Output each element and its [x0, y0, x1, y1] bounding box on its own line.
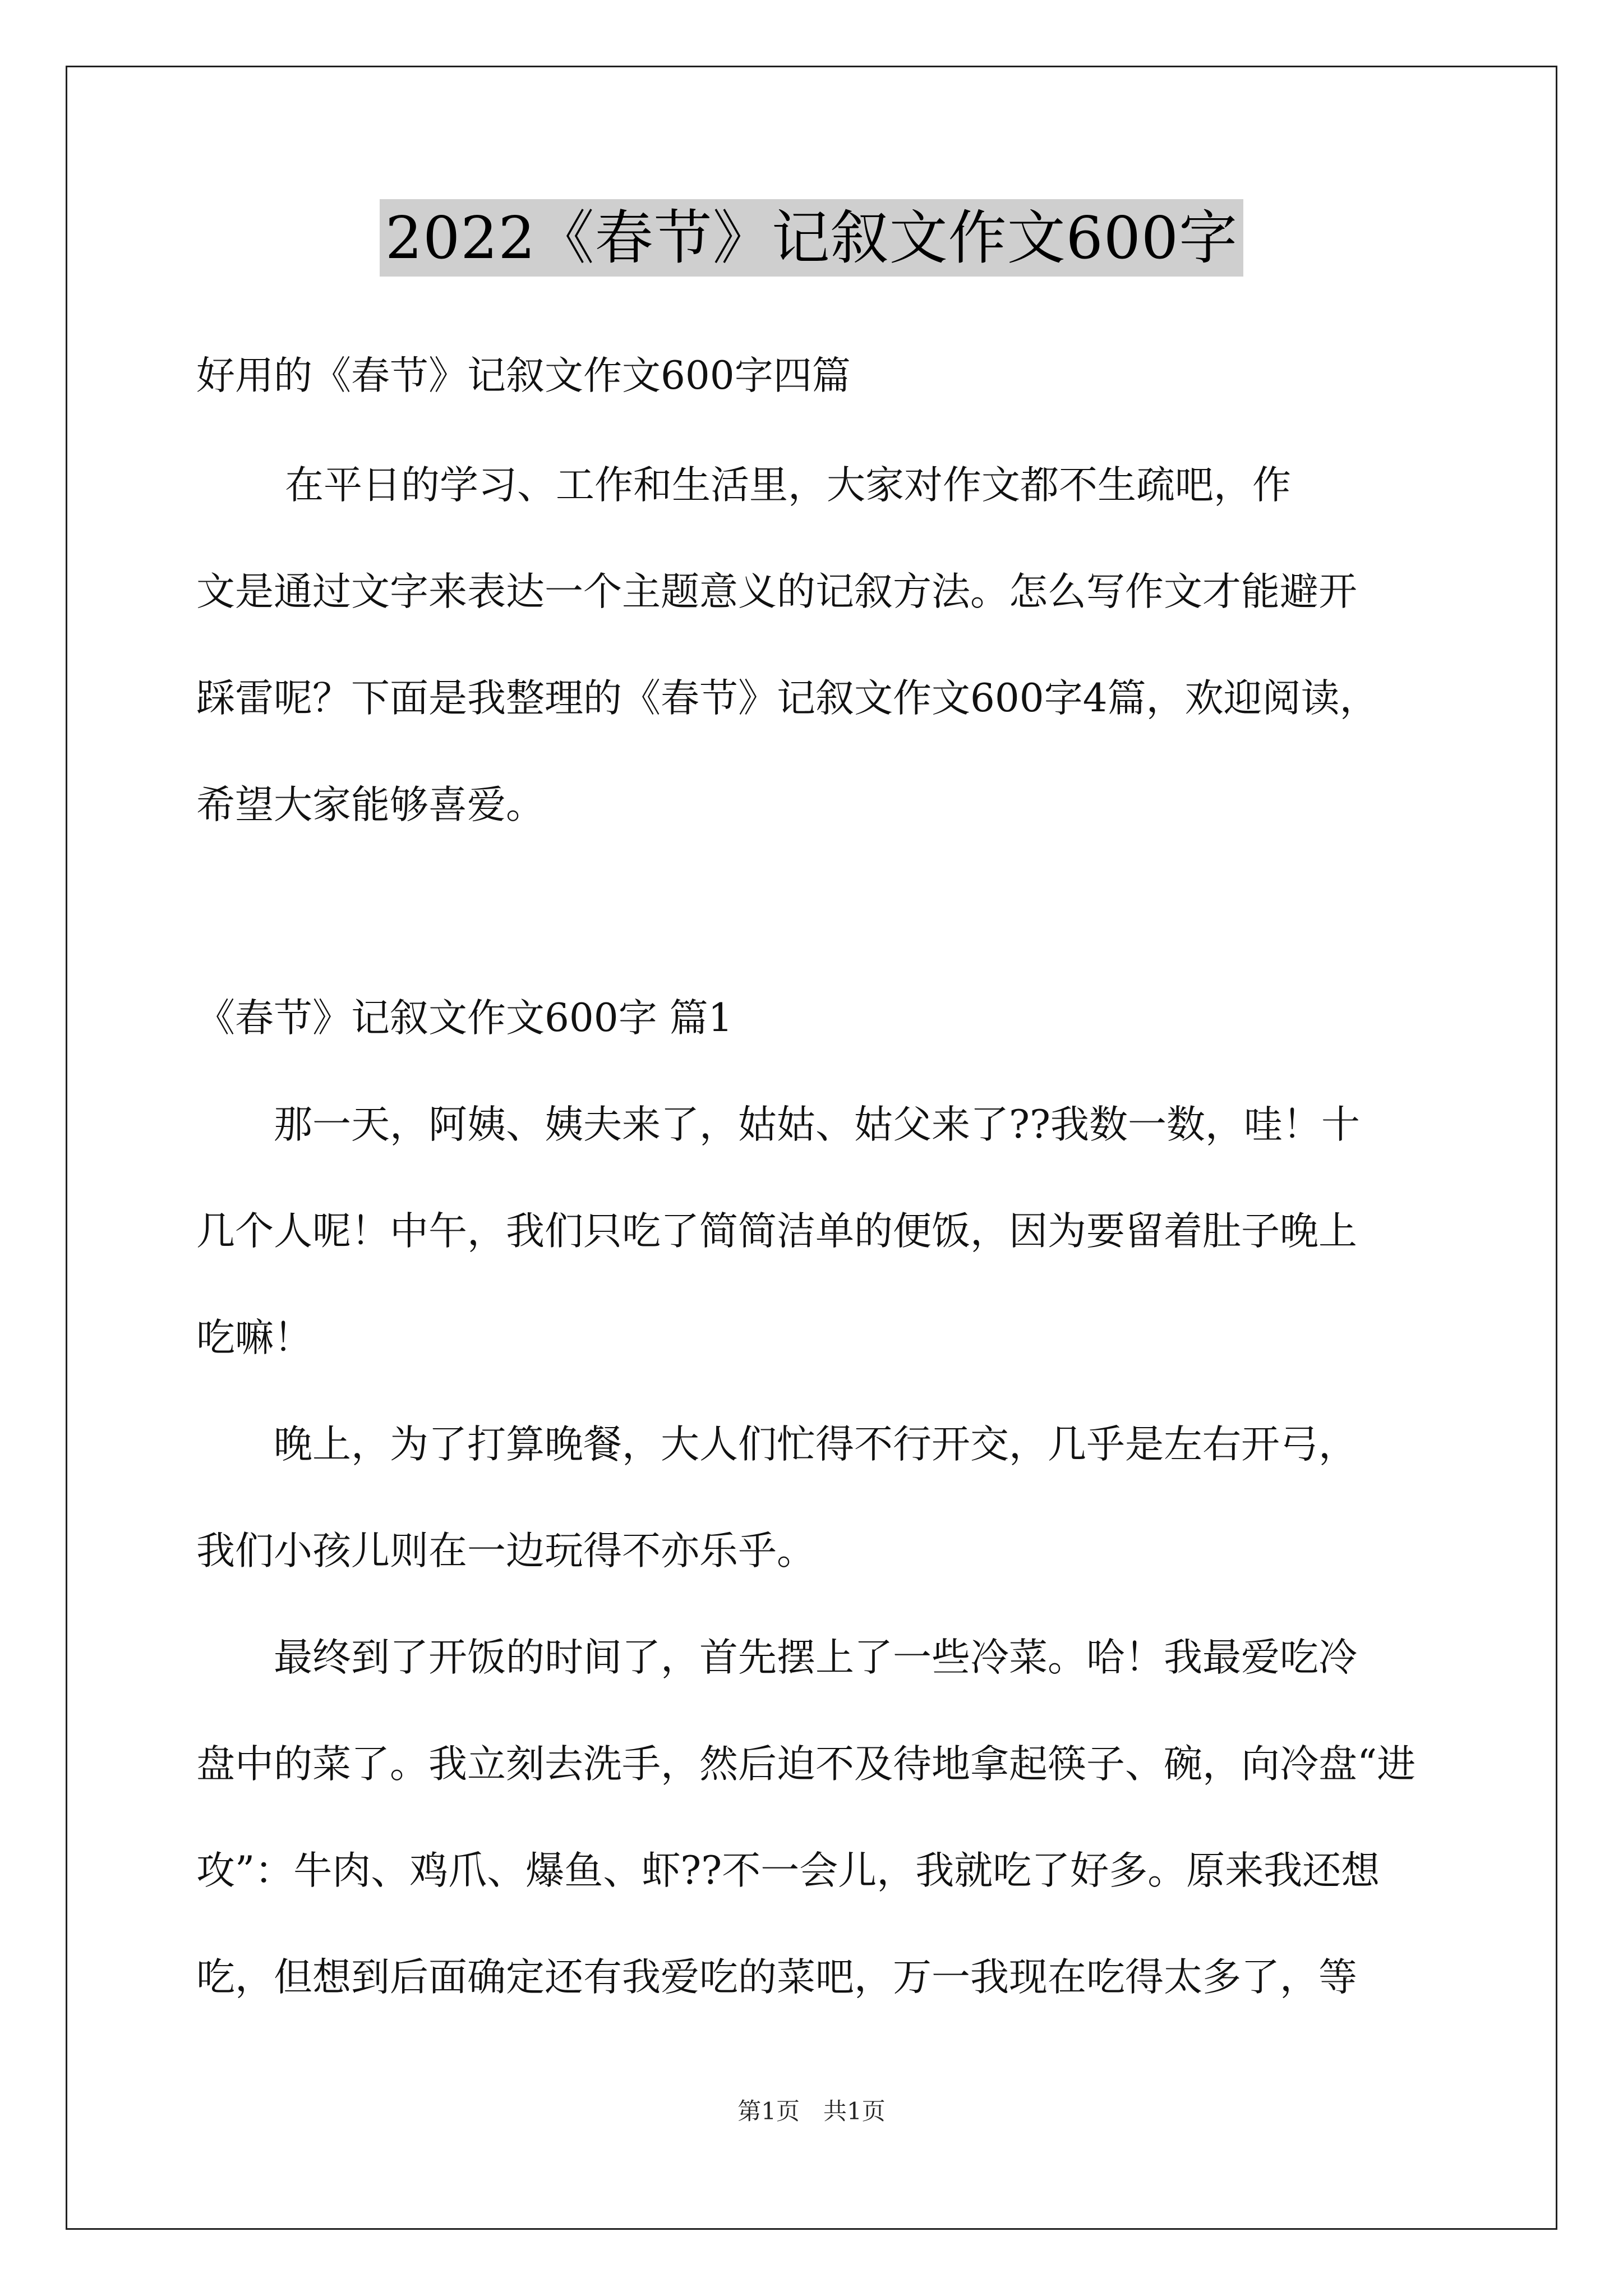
title-container [0, 199, 1623, 277]
body-line-9: 吃，但想到后面确定还有我爱吃的菜吧，万一我现在吃得太多了，等 [196, 1955, 1357, 2000]
intro-line-4: 希望大家能够喜爱。 [196, 783, 545, 827]
section-heading: 《春节》记叙文作文600字 篇1 [196, 996, 733, 1041]
body-line-4: 晚上，为了打算晚餐，大人们忙得不行开交，几乎是左右开弓， [196, 1422, 1357, 1467]
page-footer: 第1页 共1页 [737, 2097, 886, 2125]
body-line-6: 最终到了开饭的时间了，首先摆上了一些冷菜。哈！我最爱吃冷 [196, 1635, 1357, 1680]
body-line-2: 几个人呢！中午，我们只吃了简简洁单的便饭，因为要留着肚子晚上 [196, 1209, 1357, 1254]
intro-line-3: 踩雷呢？下面是我整理的《春节》记叙文作文600字4篇，欢迎阅读， [196, 676, 1378, 721]
body-line-5: 我们小孩儿则在一边玩得不亦乐乎。 [196, 1529, 815, 1573]
body-line-3: 吃嘛！ [196, 1315, 312, 1360]
body-line-8: 攻”：牛肉、鸡爪、爆鱼、虾??不一会儿，我就吃了好多。原来我还想 [196, 1848, 1380, 1893]
document-title: 2022《春节》记叙文作文600字 [380, 199, 1243, 277]
body-line-1: 那一天，阿姨、姨夫来了，姑姑、姑父来了??我数一数，哇！十 [196, 1102, 1360, 1147]
intro-line-2: 文是通过文字来表达一个主题意义的记叙方法。怎么写作文才能避开 [196, 569, 1357, 614]
intro-line-1: 在平日的学习、工作和生活里，大家对作文都不生疏吧，作 [208, 463, 1291, 508]
document-subtitle: 好用的《春节》记叙文作文600字四篇 [196, 353, 851, 398]
body-line-7: 盘中的菜了。我立刻去洗手，然后迫不及待地拿起筷子、碗，向冷盘“进 [196, 1742, 1416, 1787]
